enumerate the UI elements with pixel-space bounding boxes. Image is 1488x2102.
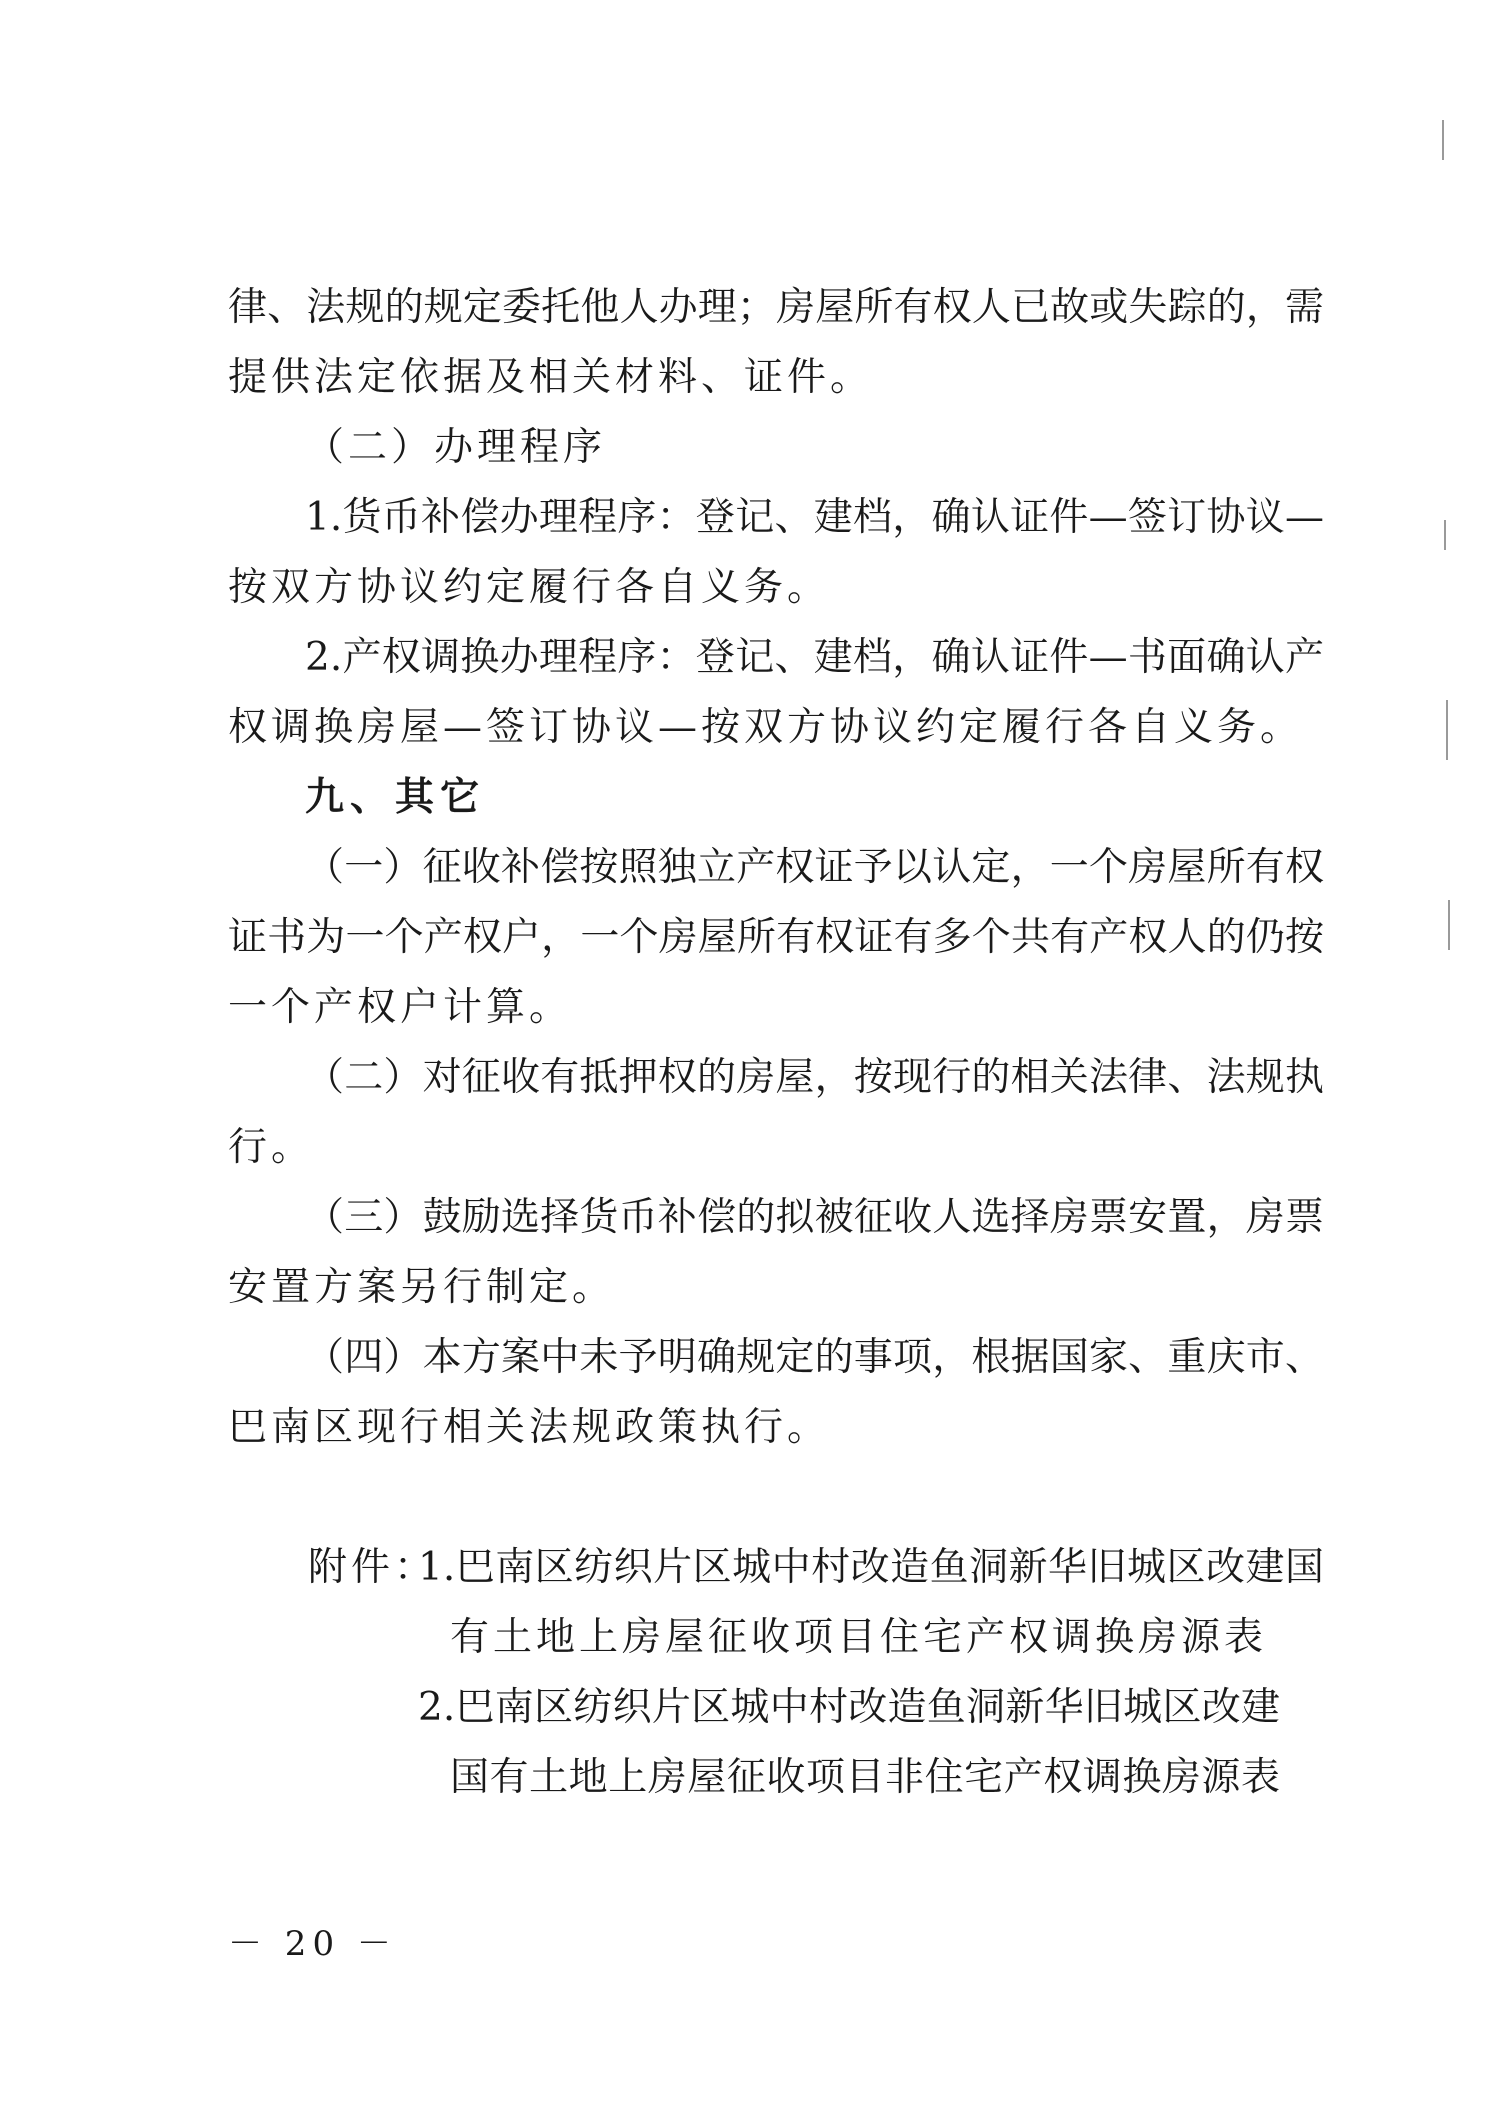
- paragraph-line: 2.产权调换办理程序：登记、建档，确认证件—书面确认产: [305, 635, 1324, 680]
- paragraph-line: （四）本方案中未予明确规定的事项，根据国家、重庆市、: [305, 1335, 1324, 1380]
- scan-edge-mark: [1446, 700, 1448, 760]
- scan-edge-mark: [1448, 900, 1450, 950]
- paragraph-line: 按双方协议约定履行各自义务。: [228, 565, 831, 610]
- attachment-item-2: 2.巴南区纺织片区城中村改造鱼洞新华旧城区改建: [418, 1685, 1280, 1730]
- attachment-item-2-cont: 国有土地上房屋征收项目非住宅产权调换房源表: [450, 1755, 1280, 1800]
- section-heading: 九、其它: [305, 775, 486, 820]
- scan-edge-mark: [1442, 120, 1444, 160]
- paragraph-line: 安置方案另行制定。: [228, 1265, 616, 1310]
- paragraph-line: 律、法规的规定委托他人办理；房屋所有权人已故或失踪的，需: [228, 285, 1324, 330]
- section-subheading: （二）办理程序: [305, 425, 607, 470]
- page-number: － 20 －: [228, 1924, 397, 1964]
- paragraph-line: 1.货币补偿办理程序：登记、建档，确认证件—签订协议—: [305, 495, 1324, 540]
- attachment-item-1-cont: 有土地上房屋征收项目住宅产权调换房源表: [450, 1615, 1268, 1660]
- paragraph-line: 行。: [228, 1125, 315, 1170]
- attachment-item-1: 1.巴南区纺织片区城中村改造鱼洞新华旧城区改建国: [418, 1545, 1324, 1590]
- paragraph-line: （一）征收补偿按照独立产权证予以认定，一个房屋所有权: [305, 845, 1324, 890]
- paragraph-line: （二）对征收有抵押权的房屋，按现行的相关法律、法规执: [305, 1055, 1324, 1100]
- paragraph-line: 提供法定依据及相关材料、证件。: [228, 355, 874, 400]
- paragraph-line: （三）鼓励选择货币补偿的拟被征收人选择房票安置，房票: [305, 1195, 1324, 1240]
- scan-edge-mark: [1444, 520, 1446, 550]
- attachment-label: 附件：: [308, 1545, 438, 1590]
- paragraph-line: 权调换房屋—签订协议—按双方协议约定履行各自义务。: [228, 705, 1304, 750]
- paragraph-line: 证书为一个产权户，一个房屋所有权证有多个共有产权人的仍按: [228, 915, 1324, 960]
- paragraph-line: 一个产权户计算。: [228, 985, 573, 1030]
- paragraph-line: 巴南区现行相关法规政策执行。: [228, 1405, 831, 1450]
